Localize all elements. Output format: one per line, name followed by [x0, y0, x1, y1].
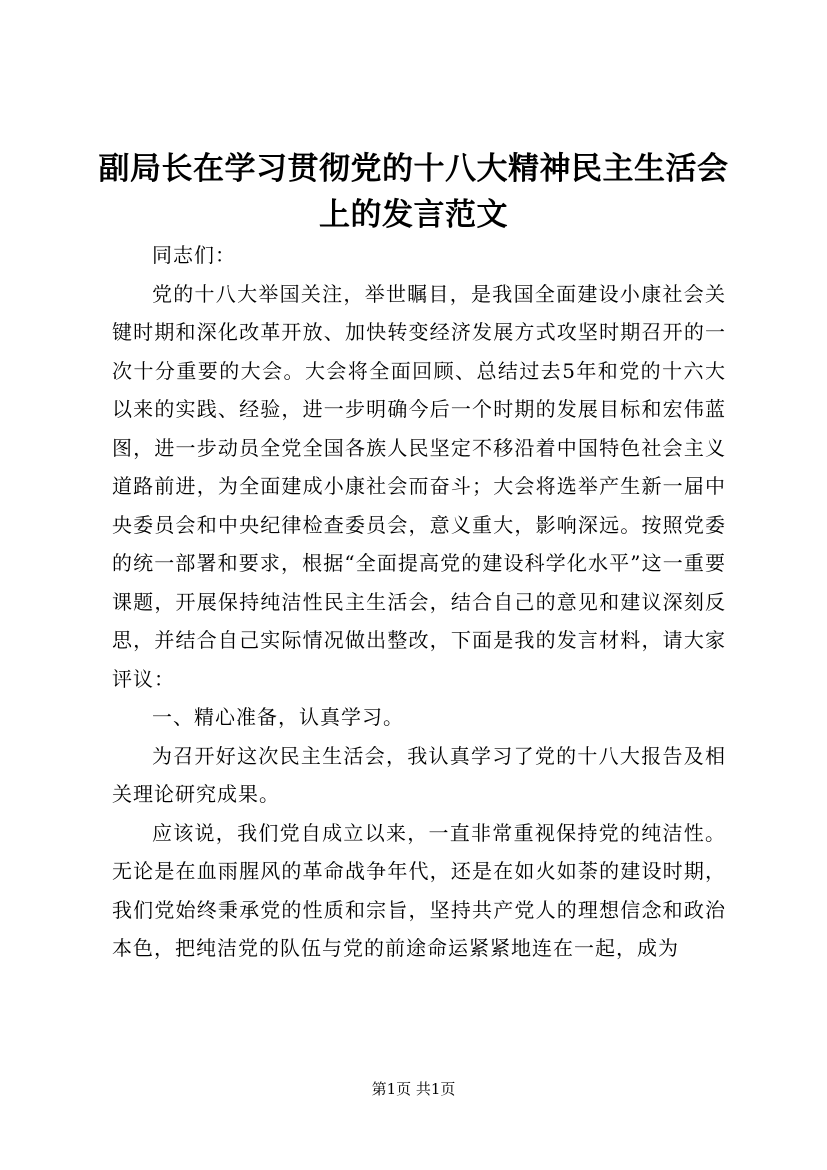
title-line-1: 副局长在学习贯彻党的十八大精神民主生活会	[98, 151, 729, 187]
salutation: 同志们：	[152, 243, 236, 267]
page-footer: 第1页 共1页	[371, 1080, 456, 1098]
title-line-2: 上的发言范文	[319, 197, 508, 233]
paragraph-intro: 党的十八大举国关注，举世瞩目，是我国全面建设小康社会关键时期和深化改革开放、加快转变经济发展方式攻坚时期召开的一次十分重要的大会。大会将全面回顾、总结过去5年和党的十六大以来的实践、经验，进一步明确今后一个时期的发展目标和宏伟蓝图，进一步动员全党全国各族人民坚定不移沿着中国特色社会主义道路前进，为全面建成小康社会而奋斗；大会将选举产生新一届中央委员会和中央纪律检查委员会，意义重大，影响深远。按照党委的统一部署和要求，根据“全面提高党的建设科学化水平”这一重要课题，开展保持纯洁性民主生活会，结合自己的意见和建议深刻反思，并结合自己实际情况做出整改，下面是我的发言材料，请大家评议：	[112, 281, 726, 691]
paragraph: 为召开好这次民主生活会，我认真学习了党的十八大报告及相关理论研究成果。	[112, 743, 726, 806]
document-body	[112, 236, 726, 968]
document-title	[90, 146, 737, 238]
paragraph: 应该说，我们党自成立以来，一直非常重视保持党的纯洁性。无论是在血雨腥风的革命战争年代，还是在如火如荼的建设时期，我们党始终秉承党的性质和宗旨，坚持共产党人的理想信念和政治本色，把纯洁党的队伍与党的前途命运紧紧地连在一起，成为	[112, 820, 726, 960]
section-heading: 一、精心准备，认真学习。	[152, 705, 404, 729]
